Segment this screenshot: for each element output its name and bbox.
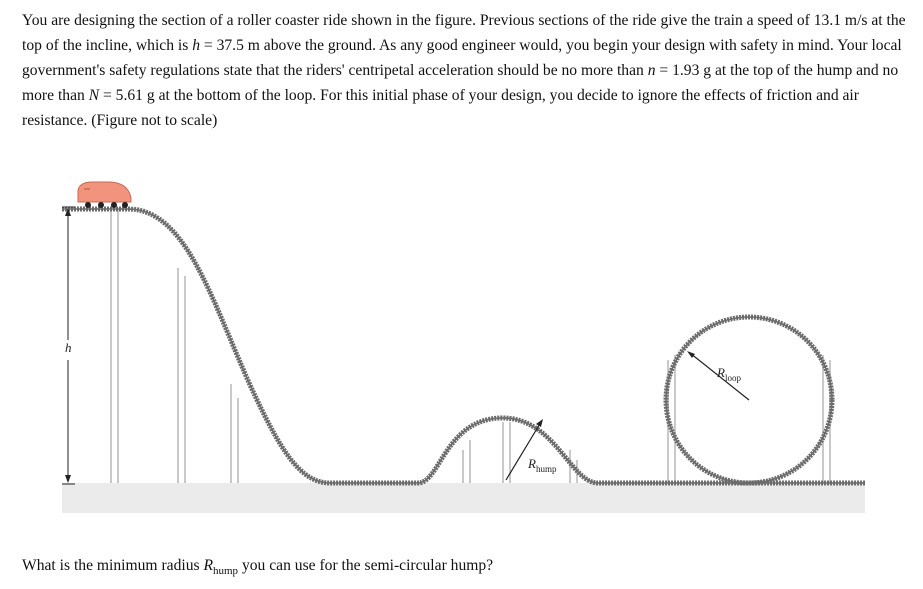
R-symbol: R (203, 557, 213, 574)
problem-text-part2: = 37.5 m above the ground. As any good engineer would, you begin your design with safety in mind. Your local government's safety regulations state that the riders' centripetal acceleration should be no more than (22, 37, 902, 79)
wheel-icon (85, 202, 91, 208)
R-subscript: hump (213, 565, 239, 578)
n-symbol: n (647, 62, 656, 79)
problem-text-part4: = 5.61 g at the bottom of the loop. For this initial phase of your design, you decide to ignore the effects of friction and air resistance. (Figure not to scale) (22, 87, 859, 129)
problem-statement (22, 8, 912, 133)
height-label: h (65, 340, 72, 355)
track (62, 209, 865, 483)
hump-radius-label: $R_{hump}$ (528, 456, 557, 474)
question-text-before: What is the minimum radius (22, 557, 204, 574)
loop-radius-label: $R_{loop}$ (717, 365, 741, 383)
hump-supports (463, 422, 577, 483)
question-text-after: you can use for the semi-circular hump? (238, 557, 494, 574)
question (22, 555, 493, 582)
incline-supports (111, 210, 238, 483)
ground (62, 483, 865, 513)
problem-text-part1: You are designing the section of a roller coaster ride shown in the figure. Previous sections of the ride give the train a speed of 13.1 m/s at the top of the incline, which is (22, 12, 906, 54)
problem-text-part3: = 1.93 g at the top of the hump and no more than (22, 62, 899, 104)
N-symbol: N (88, 87, 100, 104)
coaster-car (78, 182, 131, 208)
roller-coaster-figure (0, 150, 923, 530)
h-symbol: h (192, 37, 200, 54)
